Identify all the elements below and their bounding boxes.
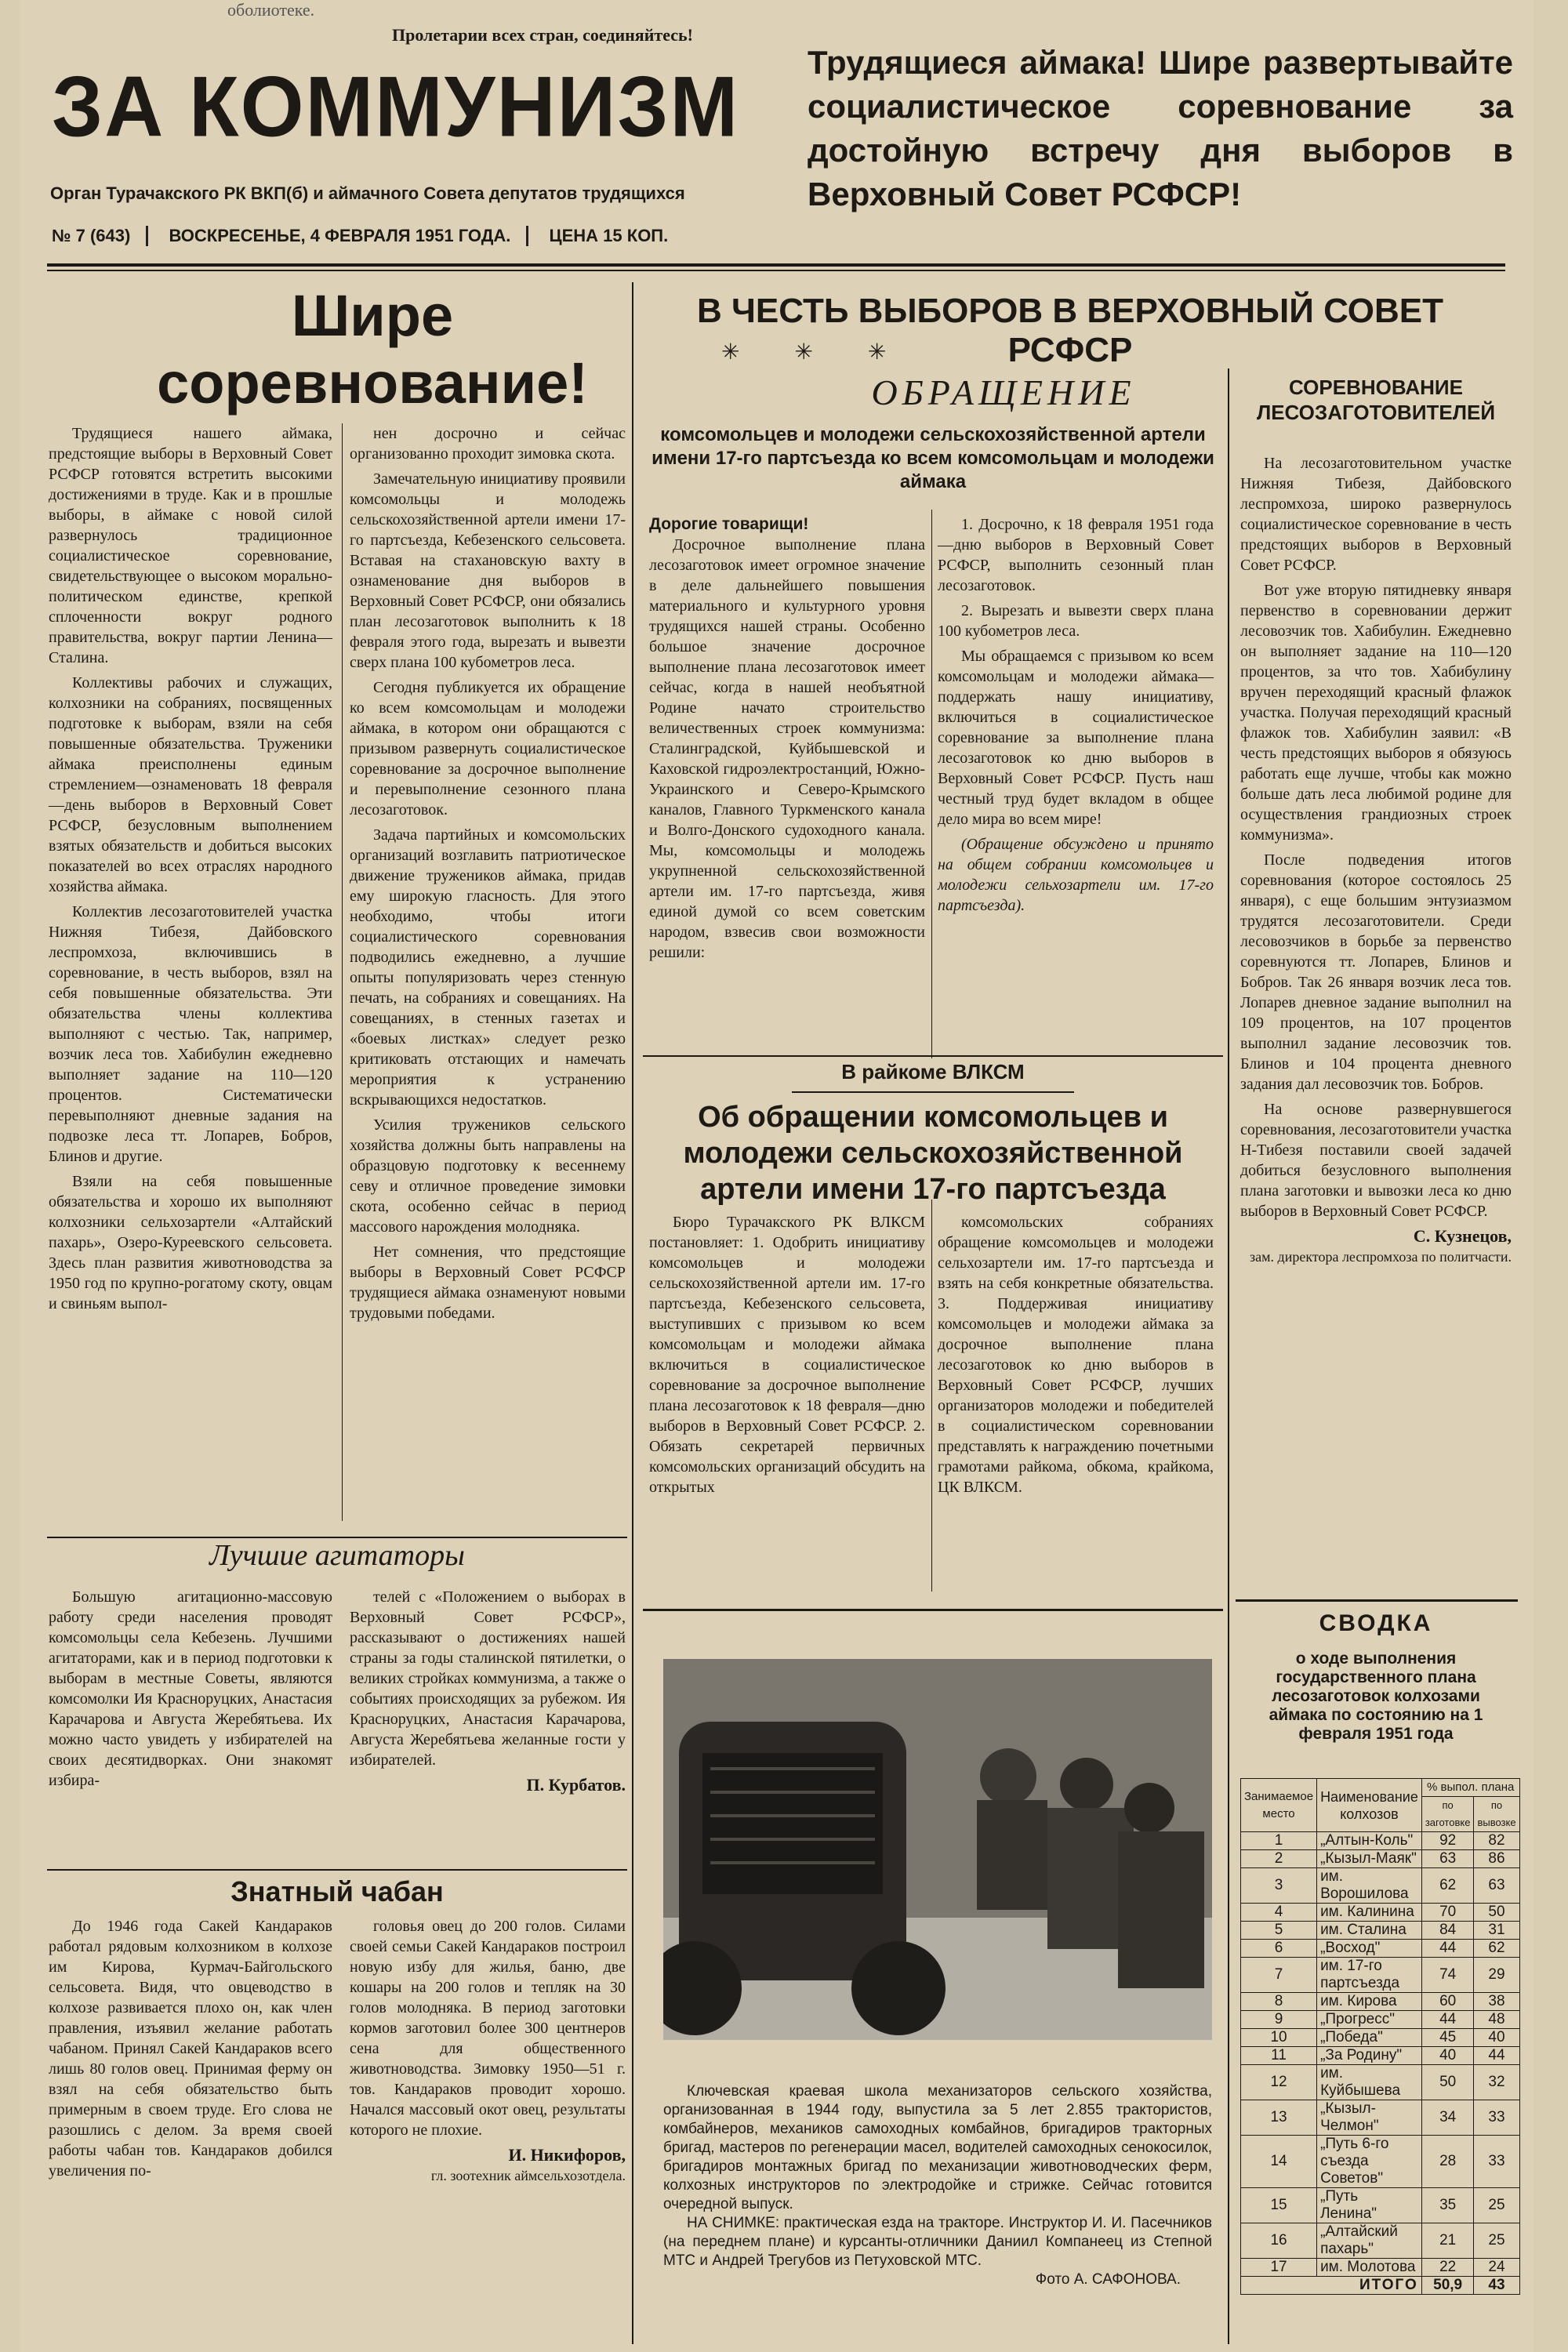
row-place: 7 bbox=[1241, 1958, 1317, 1993]
total-haul: 43 bbox=[1474, 2277, 1519, 2295]
section-title: В ЧЕСТЬ ВЫБОРОВ В ВЕРХОВНЫЙ СОВЕТ РСФСР bbox=[697, 292, 1443, 369]
row-place: 17 bbox=[1241, 2259, 1317, 2277]
row-name: „Кызыл-Маяк" bbox=[1317, 1850, 1422, 1868]
table-row bbox=[1241, 1850, 1520, 1868]
row-cut: 35 bbox=[1421, 2188, 1474, 2223]
row-haul: 48 bbox=[1474, 2011, 1519, 2029]
table-row bbox=[1241, 2065, 1520, 2100]
table-row bbox=[1241, 1940, 1520, 1958]
section-rule bbox=[792, 1091, 1074, 1093]
row-haul: 29 bbox=[1474, 1958, 1519, 1993]
agitators-title: Лучшие агитаторы bbox=[209, 1539, 465, 1572]
row-place: 5 bbox=[1241, 1922, 1317, 1940]
appeal-subtitle: комсомольцев и молодежи сельскохозяйственной артели имени 17-го партсъезда ко всем комсомольцам и молодежи аймака bbox=[652, 424, 1214, 492]
editorial-col1: Трудящиеся нашего аймака, предстоящие выборы в Верховный Совет РСФСР готовятся встретить высокими достижениями в труде. Как и в прошлые выборы, в аймаке с новой силой развернулось традиционное социалистическое соревнование, свидетельствующее о высоком морально-политическом единстве, крепкой сплоченности вокруг родного правительства, вокруг партии Ленина—Сталина. Коллективы рабочих и служащих, колхозники на собраниях, посвященных подготовке к выборам, взяли на себя повышенные обязательства. Труженики аймака преисполнены единым стремлением—ознаменовать 18 февраля—день выборов в Верховный Совет РСФСР, безусловным выполнением взятых обязательств и добиться высоких показателей во всех отраслях народного хозяйства аймака. Коллектив лесозаготовителей участка Нижняя Тибезя, Дайбовского леспромхоза, включившись в соревнование, в честь выборов, взял на себя повышенные обязательства. Эти обязательства члены коллектива выполняют с честью. Так, например, возчик леса тов. Хабибулин ежедневно выполняет задание на 110—120 процентов. Систематически перевыполняют дневные задания на подвозке леса тт. Лопарев, Бобров, Блинов и другие. Взяли на себя повышенные обязательства и хорошо их выполняют колхозники сельхозартели «Алтайский пахарь», Озеро-Куреевского сельсовета. Здесь план развития животноводства за 1950 год по крупно-рогатому скоту, овцам и свиньям выпол- bbox=[49, 425, 332, 1312]
row-haul: 63 bbox=[1474, 1868, 1519, 1904]
table-row bbox=[1241, 1904, 1520, 1922]
row-cut: 63 bbox=[1421, 1850, 1474, 1868]
vlksm-title: Об обращении комсомольцев и молодежи сельскохозяйственной артели имени 17-го партсъезда bbox=[683, 1101, 1183, 1206]
vlksm-label: В райкоме ВЛКСМ bbox=[841, 1060, 1025, 1083]
table-row bbox=[1241, 1832, 1520, 1850]
row-place: 15 bbox=[1241, 2188, 1317, 2223]
photo-credit: Фото А. САФОНОВА. bbox=[1035, 2271, 1181, 2288]
row-name: им. 17-го партсъезда bbox=[1317, 1958, 1422, 1993]
row-haul: 31 bbox=[1474, 1922, 1519, 1940]
section-rule bbox=[643, 1609, 1223, 1611]
photo-caption: Ключевская краевая школа механизаторов сельского хозяйства, организованная в 1944 году, выпустила за 5 лет 2.855 трактористов, комбайнеров, механиков самоходных комбайнов, бригадиров тракторных бригад, мастеров по регенерации масел, водителей самоходных сенокосилок, бригадиров монтажных бригад по механизации животноводческих ферм, колхозных инструкторов по электродойке и стрижке. Сейчас готовится очередной выпуск. НА СНИМКЕ: практическая езда на тракторе. Инструктор И. И. Пасечников (на переднем плане) и курсанты-отличники Даниил Компанеец из Степной МТС и Андрей Трегубов из Петуховской МТС. Фото А. САФОНОВА. bbox=[663, 2083, 1212, 2288]
row-cut: 34 bbox=[1421, 2100, 1474, 2136]
row-cut: 40 bbox=[1421, 2047, 1474, 2065]
tractor-photo bbox=[663, 1659, 1212, 2040]
row-place: 3 bbox=[1241, 1868, 1317, 1904]
table-row bbox=[1241, 2259, 1520, 2277]
table-row bbox=[1241, 2136, 1520, 2188]
row-name: „Алтайский пахарь" bbox=[1317, 2223, 1422, 2259]
column-divider bbox=[931, 1200, 932, 1592]
row-haul: 38 bbox=[1474, 1993, 1519, 2011]
row-name: „Прогресс" bbox=[1317, 2011, 1422, 2029]
star-divider: ✳ ✳ ✳ bbox=[721, 340, 887, 365]
right-article: На лесозаготовительном участке Нижняя Тибезя, Дайбовского леспромхоза, широко развернулось социалистическое соревнование в честь предстоящих выборов в Верховный Совет РСФСР. Вот уже вторую пятидневку января первенство в соревновании держит лесовозчик тов. Хабибулин. Ежедневно он выполняет задание на 110—120 процентов, за что тов. Хабибулину вручен переходящий красный флажок участка. Получая переходящий красный флажок тов. Хабибулин заявил: «В честь предстоящих выборов я обязуюсь работать еще лучше, чтобы как можно больше дать леса любимой родине для осуществления грандиозных строек коммунизма». После подведения итогов соревнования (которое состоялось 25 января), с еще большим энтузиазмом трудятся лесозаготовители. Среди лесовозчиков в борьбе за первенство соревнуются тт. Лопарев, Блинов и Бобров. Так 26 января возчик леса тов. Лопарев дневное задание выполнил на 109 процентов, на 107 процентов выполнил задание лесовозчик тов. Блинов и 104 процента дневного задания дал лесовозчик тов. Бобров. На основе развернувшегося соревнования, лесозаготовители участка Н-Тибезя поставили своей задачей добиться безусловного выполнения плана заготовки и вывозки леса ко дню выборов в Верховный Совет РСФСР. С. Кузнецов, зам. директора леспромхоза по политчасти. bbox=[1240, 453, 1512, 1267]
row-name: им. Ворошилова bbox=[1317, 1868, 1422, 1904]
column-divider bbox=[1228, 368, 1229, 2344]
header-rule bbox=[47, 263, 1505, 267]
total-label: ИТОГО bbox=[1241, 2277, 1422, 2295]
top-cut-text: оболиотеке. bbox=[227, 0, 315, 20]
row-name: „Алтын-Коль" bbox=[1317, 1832, 1422, 1850]
row-haul: 25 bbox=[1474, 2188, 1519, 2223]
row-name: „Победа" bbox=[1317, 2029, 1422, 2047]
row-place: 11 bbox=[1241, 2047, 1317, 2065]
row-name: им. Калинина bbox=[1317, 1904, 1422, 1922]
table-row bbox=[1241, 1922, 1520, 1940]
table-row bbox=[1241, 2100, 1520, 2136]
agitators-col2: телей с «Положением о выборах в Верховный Совет РСФСР», рассказывают о достижениях нашей страны за годы сталинской пятилетки, о великих стройках коммунизма, а также о событиях происходящих за рубежом. Ия Красноруцких, Анастасия Карачарова, Августа Жеребятьева желанные гости у избирателей. П. Курбатов. bbox=[350, 1588, 626, 1795]
row-haul: 33 bbox=[1474, 2100, 1519, 2136]
appeal-greeting: Дорогие товарищи! bbox=[649, 515, 809, 533]
row-name: „Путь Ленина" bbox=[1317, 2188, 1422, 2223]
row-cut: 62 bbox=[1421, 1868, 1474, 1904]
row-place: 8 bbox=[1241, 1993, 1317, 2011]
row-cut: 74 bbox=[1421, 1958, 1474, 1993]
total-cut: 50,9 bbox=[1421, 2277, 1474, 2295]
header-name: Наименование колхозов bbox=[1317, 1779, 1422, 1832]
agitators-col1: Большую агитационно-массовую работу среди населения проводят комсомольцы села Кебезень. Лучшими агитаторами, как и в период подготовки к выборам в местные Советы, являются комсомолки Ия Красноруцких, Анастасия Карачарова и Августа Жеребятьева. Их можно часто увидеть у избирателей на своих десятидворках. Они знакомят избира- bbox=[49, 1588, 332, 1789]
row-place: 13 bbox=[1241, 2100, 1317, 2136]
column-divider bbox=[632, 282, 633, 2344]
photo-note: НА СНИМКЕ: практическая езда на тракторе. Инструктор И. И. Пасечников (на переднем плане) и курсанты-отличники Даниил Компанеец из Степной МТС и Андрей Трегубов из Петуховской МТС. bbox=[663, 2215, 1212, 2269]
appeal-title: ОБРАЩЕНИЕ bbox=[871, 372, 1136, 412]
organ-line: Орган Турачакского РК ВКП(б) и аймачного Совета депутатов трудящихся bbox=[50, 183, 685, 203]
row-cut: 50 bbox=[1421, 2065, 1474, 2100]
row-cut: 44 bbox=[1421, 1940, 1474, 1958]
row-haul: 86 bbox=[1474, 1850, 1519, 1868]
row-cut: 92 bbox=[1421, 1832, 1474, 1850]
summary-table bbox=[1240, 1778, 1520, 2295]
section-rule bbox=[47, 1869, 627, 1871]
row-haul: 40 bbox=[1474, 2029, 1519, 2047]
row-name: им. Куйбышева bbox=[1317, 2065, 1422, 2100]
table-row bbox=[1241, 1868, 1520, 1904]
row-place: 1 bbox=[1241, 1832, 1317, 1850]
row-cut: 21 bbox=[1421, 2223, 1474, 2259]
header-rule-thin bbox=[47, 270, 1505, 271]
row-name: им. Молотова bbox=[1317, 2259, 1422, 2277]
row-name: „За Родину" bbox=[1317, 2047, 1422, 2065]
table-row bbox=[1241, 2188, 1520, 2223]
appeal-col2: 1. Досрочно, к 18 февраля 1951 года—дню выборов в Верховный Совет РСФСР, выполнить сезонный план лесозаготовок. 2. Вырезать и вывезти сверх плана 100 кубометров леса. Мы обращаемся с призывом ко всем комсомольцам и молодежи аймака—поддержать нашу инициативу, включиться в социалистическое соревнование за выполнение плана лесозаготовок ко дню выборов в Верховный Совет РСФСР. Пусть наш честный труд будет вкладом в общее дело мира во всем мире! (Обращение обсуждено и принято на общем собрании комсомольцев и молодежи сельхозартели им. 17-го партсъезда). bbox=[938, 516, 1214, 914]
row-place: 14 bbox=[1241, 2136, 1317, 2188]
row-place: 16 bbox=[1241, 2223, 1317, 2259]
row-cut: 70 bbox=[1421, 1904, 1474, 1922]
column-divider bbox=[342, 423, 343, 1521]
row-name: им. Сталина bbox=[1317, 1922, 1422, 1940]
shepherd-signature: И. Никифоров, bbox=[508, 2145, 626, 2165]
issue-date: ВОСКРЕСЕНЬЕ, 4 ФЕВРАЛЯ 1951 ГОДА. bbox=[169, 226, 528, 246]
row-haul: 62 bbox=[1474, 1940, 1519, 1958]
masthead-title: ЗА КОММУНИЗМ bbox=[52, 60, 740, 155]
row-cut: 84 bbox=[1421, 1922, 1474, 1940]
summary-title: СВОДКА bbox=[1319, 1610, 1433, 1636]
editorial-col2: нен досрочно и сейчас организованно проходит зимовка скота. Замечательную инициативу проявили комсомольцы и молодежь сельскохозяйственной артели имени 17-го партсъезда, Кебезенского сельсовета. Вставая на стахановскую вахту в ознаменование дня выборов в Верховный Совет РСФСР, они обязались план лесозаготовок выполнить к 18 февраля этого года, вырезать и вывезти сверх плана 100 кубометров леса. Сегодня публикуется их обращение ко всем комсомольцам и молодежи аймака, в котором они обращаются с призывом развернуть социалистическое соревнование за досрочное выполнение и перевыполнение сезонного плана лесозаготовок. Задача партийных и комсомольских организаций возглавить патриотическое движение тружеников аймака, придав ему широкую гласность. Для этого необходимо, чтобы итоги социалистического соревнования подводились ежедневно, а лучшие опыты популяризовать через стенную печать, на собраниях и совещаниях. На совещаниях, в стенных газетах и «боевых листках» следует резко критиковать отстающих и намечать мероприятия к устранению вскрывающихся недостатков. Усилия тружеников сельского хозяйства должны быть направлены на образцовую подготовку к весеннему севу и отличное проведение зимовки скота, особенно сейчас в период массового нарождения молодняка. Нет сомнения, что предстоящие выборы в Верховный Совет РСФСР трудящиеся аймака ознаменуют новыми трудовыми победами. bbox=[350, 425, 626, 1322]
row-name: „Путь 6-го съезда Советов" bbox=[1317, 2136, 1422, 2188]
row-place: 2 bbox=[1241, 1850, 1317, 1868]
row-cut: 22 bbox=[1421, 2259, 1474, 2277]
right-signature-role: зам. директора леспромхоза по политчасти. bbox=[1250, 1249, 1512, 1265]
row-haul: 25 bbox=[1474, 2223, 1519, 2259]
right-title: СОРЕВНОВАНИЕ ЛЕСОЗАГОТОВИТЕЛЕЙ bbox=[1256, 376, 1496, 424]
summary-subtitle: о ходе выполнения государственного плана лесозаготовок колхозами аймака по состоянию на 1 февраля 1951 года bbox=[1269, 1650, 1483, 1743]
row-haul: 82 bbox=[1474, 1832, 1519, 1850]
issue-line bbox=[52, 226, 699, 246]
header-pct: % выпол. плана bbox=[1421, 1779, 1519, 1797]
vlksm-col1: Бюро Турачакского РК ВЛКСМ постановляет: 1. Одобрить инициативу комсомольцев и молодежи сельскохозяйственной артели им. 17-го партсъезда, Кебезенского сельсовета, выступивших с призывом ко всем комсомольцам и молодежи аймака включиться в социалистическое соревнование за досрочное выполнение плана лесозаготовок к 18 февраля—дню выборов в Верховный Совет РСФСР. 2. Обязать секретарей первичных комсомольских организаций обсудить на открытых bbox=[649, 1214, 925, 1496]
editorial-title: Шире соревнование! bbox=[157, 283, 588, 416]
header-appeal: Трудящиеся аймака! Шире развертывайте социалистическое соревнование за достойную встречу дня выборов в Верховный Совет РСФСР! bbox=[808, 44, 1513, 212]
issue-price: ЦЕНА 15 КОП. bbox=[549, 226, 669, 245]
issue-number: № 7 (643) bbox=[52, 226, 148, 246]
shepherd-col1: До 1946 года Сакей Кандараков работал рядовым колхозником в колхозе им Кирова, Курмач-Байгольского сельсовета. Видя, что овцеводство в колхозе развивается плохо он, как член правления, изъявил желание работать чабаном. Принял Сакей Кандараков всего лишь 80 голов овец. Принимая ферму он взял на себя обязательство быть примерным в своем труде. Его слова не разошлись с делом. За время своей работы чабан тов. Кандараков добился увеличения по- bbox=[49, 1918, 332, 2180]
row-haul: 50 bbox=[1474, 1904, 1519, 1922]
row-place: 10 bbox=[1241, 2029, 1317, 2047]
table-row bbox=[1241, 1958, 1520, 1993]
header-haul: по вывозке bbox=[1474, 1797, 1519, 1832]
row-haul: 32 bbox=[1474, 2065, 1519, 2100]
table-row bbox=[1241, 2029, 1520, 2047]
section-rule bbox=[643, 1055, 1223, 1057]
row-haul: 33 bbox=[1474, 2136, 1519, 2188]
table-row bbox=[1241, 1993, 1520, 2011]
row-cut: 28 bbox=[1421, 2136, 1474, 2188]
row-place: 12 bbox=[1241, 2065, 1317, 2100]
appeal-note: (Обращение обсуждено и принято на общем собрании комсомольцев и молодежи сельхозартели им. 17-го партсъезда). bbox=[938, 836, 1214, 914]
section-rule bbox=[1236, 1599, 1518, 1602]
row-name: им. Кирова bbox=[1317, 1993, 1422, 2011]
right-signature: С. Кузнецов, bbox=[1413, 1226, 1512, 1246]
row-haul: 24 bbox=[1474, 2259, 1519, 2277]
row-cut: 44 bbox=[1421, 2011, 1474, 2029]
shepherd-col2: головья овец до 200 голов. Силами своей семьи Сакей Кандараков построил новую избу для жилья, баню, две кошары на 200 голов и тепляк на 30 голов молодняка. В период заготовки кормов заготовил более 300 центнеров сена для общественного животноводства. Зимовку 1950—51 г. тов. Кандараков проводит хорошо. Начался массовый окот овец, результаты которого не плохие. И. Никифоров, гл. зоотехник аймсельхозотдела. bbox=[350, 1916, 626, 2186]
row-cut: 45 bbox=[1421, 2029, 1474, 2047]
row-place: 9 bbox=[1241, 2011, 1317, 2029]
row-place: 6 bbox=[1241, 1940, 1317, 1958]
appeal-col1: Дорогие товарищи! Досрочное выполнение плана лесозаготовок имеет огромное значение в деле дальнейшего повышения материального и культурного уровня трудящихся нашей страны. Особенно большое значение досрочное выполнение плана лесозаготовок имеет сейчас, когда в нашей необъятной Родине начато строительство величественных строек коммунизма: Сталинградской, Куйбышевской и Каховской гидроэлектростанций, Южно-Украинского и Северо-Крымского каналов, Главного Туркменского канала и Волго-Донского судоходного канала. Мы, комсомольцы и молодежь укрупненной сельскохозяйственной артели им. 17-го партсъезда, живя единой думой со всем советским народом, взвесив свои возможности решили: bbox=[649, 515, 925, 961]
table-row bbox=[1241, 2047, 1520, 2065]
row-name: „Восход" bbox=[1317, 1940, 1422, 1958]
table-row bbox=[1241, 2011, 1520, 2029]
agitators-signature: П. Курбатов. bbox=[526, 1775, 626, 1795]
row-cut: 60 bbox=[1421, 1993, 1474, 2011]
header-place: Занимаемое место bbox=[1241, 1779, 1317, 1832]
row-haul: 44 bbox=[1474, 2047, 1519, 2065]
table-row bbox=[1241, 2223, 1520, 2259]
header-cut: по заготовке bbox=[1421, 1797, 1474, 1832]
row-place: 4 bbox=[1241, 1904, 1317, 1922]
shepherd-signature-role: гл. зоотехник аймсельхозотдела. bbox=[430, 2168, 626, 2183]
slogan: Пролетарии всех стран, соединяйтесь! bbox=[392, 25, 693, 45]
shepherd-title: Знатный чабан bbox=[230, 1875, 444, 1907]
vlksm-col2: комсомольских собраниях обращение комсомольцев и молодежи сельхозартели им. 17-го партсъезда и взять на себя конкретные обязательства. 3. Поддерживая инициативу комсомольцев и молодежи аймака за досрочное выполнение плана лесозаготовок ко дню выборов в Верховный Совет РСФСР, лучших организаторов молодежи и победителей в социалистическом соревновании представлять к награждению почетными грамотами райкома, обкома, крайкома, ЦК ВЛКСМ. bbox=[938, 1214, 1214, 1496]
row-name: „Кызыл-Челмон" bbox=[1317, 2100, 1422, 2136]
column-divider bbox=[931, 510, 932, 1058]
tractor-illustration bbox=[663, 1659, 1212, 2040]
